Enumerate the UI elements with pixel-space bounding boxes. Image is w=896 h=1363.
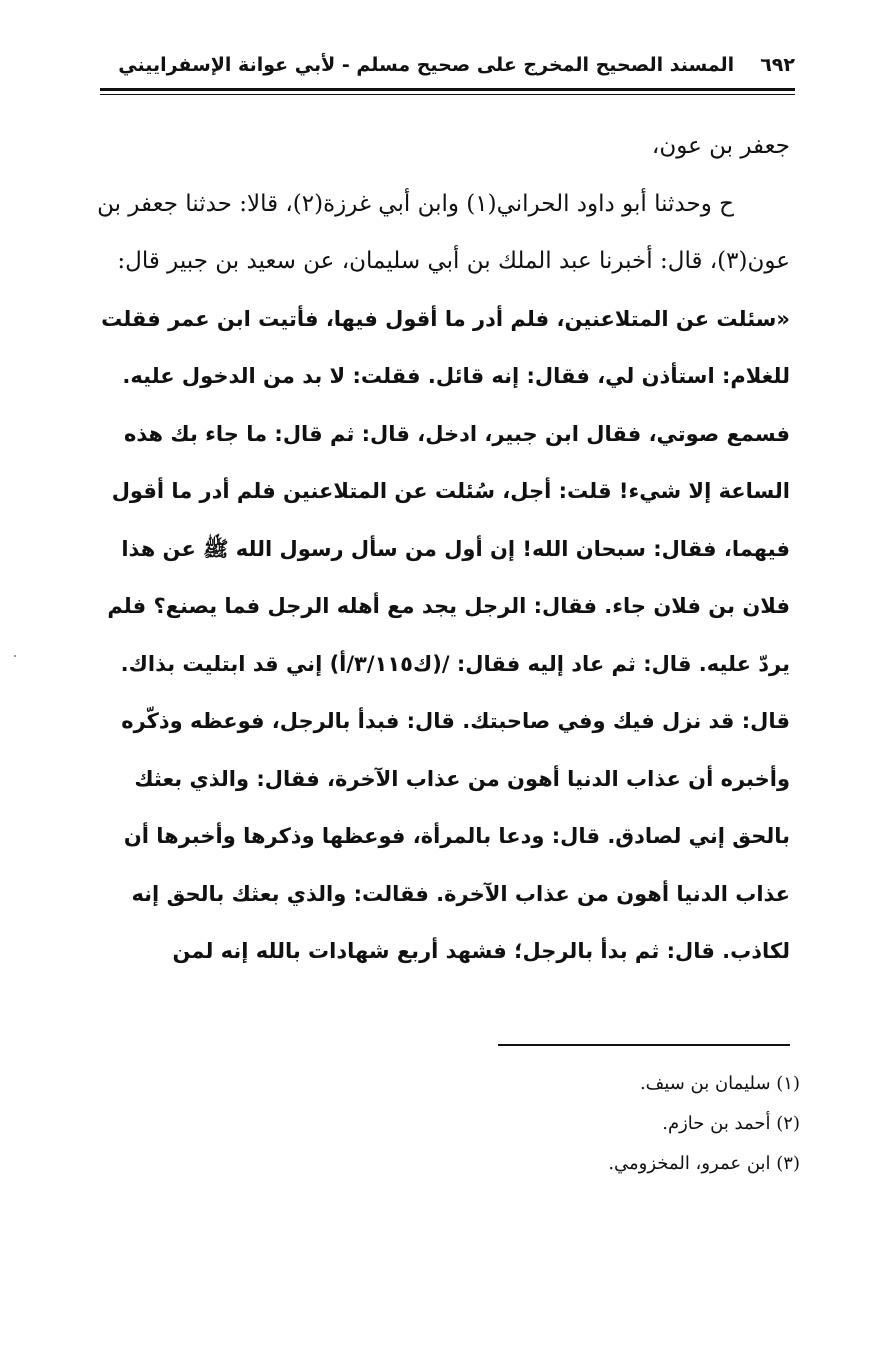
text-line-4: «سئلت عن المتلاعنين، فلم أدر ما أقول فيها، فأتيت ابن عمر فقلت xyxy=(101,306,790,331)
text-line-1: جعفر بن عون، xyxy=(651,133,790,159)
header-rule-thick xyxy=(100,88,795,91)
page-number: ٦٩٢ xyxy=(760,54,795,76)
running-title: المسند الصحيح المخرج على صحيح مسلم - لأبي عوانة الإسفراييني xyxy=(118,54,735,76)
running-header xyxy=(100,50,795,94)
header-row xyxy=(100,50,795,80)
text-line-5: للغلام: استأذن لي، فقال: إنه قائل. فقلت: لا بد من الدخول عليه. xyxy=(122,364,790,388)
footnote-2: (٢) أحمد بن حازم. xyxy=(662,1113,800,1134)
text-line-2: ح وحدثنا أبو داود الحراني(١) وابن أبي غرزة(٢)، قالا: حدثنا جعفر بن xyxy=(97,190,734,217)
text-line-3: عون(٣)، قال: أخبرنا عبد الملك بن أبي سليمان، عن سعيد بن جبير قال: xyxy=(117,248,790,274)
text-line-10: يردّ عليه. قال: ثم عاد إليه فقال: /(ك٣/١١٥/أ) إني قد ابتليت بذاك. xyxy=(120,651,790,676)
text-line-15: لكاذب. قال: ثم بدأ بالرجل؛ فشهد أربع شهادات بالله إنه لمن xyxy=(172,939,790,963)
text-line-7: الساعة إلا شيء! قلت: أجل، سُئلت عن المتلاعنين فلم أدر ما أقول xyxy=(111,479,790,503)
header-rule-thin xyxy=(100,94,795,95)
text-line-8: فيهما، فقال: سبحان الله! إن أول من سأل رسول الله ﷺ عن هذا xyxy=(121,536,790,561)
footnote-separator xyxy=(498,1044,790,1046)
text-line-6: فسمع صوتي، فقال ابن جبير، ادخل، قال: ثم قال: ما جاء بك هذه xyxy=(124,421,790,446)
footnote-1: (١) سليمان بن سيف. xyxy=(639,1073,800,1094)
text-line-9: فلان بن فلان جاء. فقال: الرجل يجد مع أهله الرجل فما يصنع؟ فلم xyxy=(107,594,790,618)
text-line-12: وأخبره أن عذاب الدنيا أهون من عذاب الآخرة، فقال: والذي بعثك xyxy=(134,766,790,791)
footnote-3: (٣) ابن عمرو، المخزومي. xyxy=(608,1153,800,1174)
footnotes xyxy=(300,1064,800,1184)
margin-mark xyxy=(14,655,16,657)
text-line-11: قال: قد نزل فيك وفي صاحبتك. قال: فبدأ بالرجل، فوعظه وذكّره xyxy=(121,709,790,733)
main-text xyxy=(74,118,790,981)
text-line-13: بالحق إني لصادق. قال: ودعا بالمرأة، فوعظها وذكرها وأخبرها أن xyxy=(123,824,790,848)
text-line-14: عذاب الدنيا أهون من عذاب الآخرة. فقالت: والذي بعثك بالحق إنه xyxy=(131,881,790,906)
